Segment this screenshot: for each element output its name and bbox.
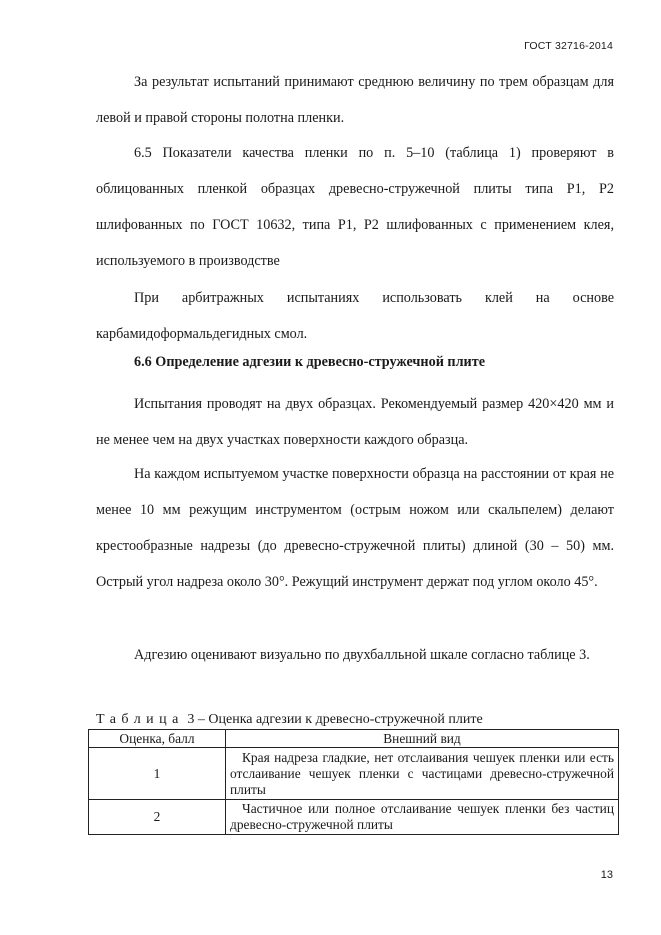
score-cell: 1	[89, 748, 226, 800]
score-cell: 2	[89, 800, 226, 835]
table-row	[89, 748, 619, 800]
description-cell: Частичное или полное отслаивание чешуек пленки без частиц древесно-стружечной плиты	[226, 800, 619, 835]
document-code: ГОСТ 32716-2014	[524, 40, 613, 52]
table-header-row	[89, 730, 619, 748]
table-row	[89, 800, 619, 835]
table-caption-title: 3 – Оценка адгезии к древесно-стружечной плите	[183, 712, 483, 727]
header-appearance: Внешний вид	[226, 730, 619, 748]
paragraph-evaluation: Адгезию оценивают визуально по двухбалльной шкале согласно таблице 3.	[134, 647, 590, 663]
paragraph-result: За результат испытаний принимают среднюю величину по трем образцам для левой и правой стороны полотна пленки.	[96, 74, 614, 126]
header-score: Оценка, балл	[89, 730, 226, 748]
page-number: 13	[600, 869, 613, 881]
paragraph-6-5: 6.5 Показатели качества пленки по п. 5–10 (таблица 1) проверяют в облицованных пленкой образцах древесно-стружечной плиты типа Р1, Р2 шлифованных по ГОСТ 10632, типа Р1, Р2 шлифованных с применением клея, используемого в производстве	[96, 145, 614, 269]
adhesion-table	[88, 729, 619, 835]
table-caption	[96, 711, 483, 729]
paragraph-test-samples: Испытания проводят на двух образцах. Рекомендуемый размер 420×420 мм и не менее чем на двух участках поверхности каждого образца.	[96, 396, 614, 448]
description-cell: Края надреза гладкие, нет отслаивания чешуек пленки или есть отслаивание чешуек пленки с частицами древесно-стружечной плиты	[226, 748, 619, 800]
section-heading-6-6: 6.6 Определение адгезии к древесно-стружечной плите	[134, 354, 486, 370]
table-caption-word: Таблица	[96, 712, 184, 727]
paragraph-arbitration: При арбитражных испытаниях использовать клей на основе карбамидоформальдегидных смол.	[96, 290, 614, 342]
paragraph-cut-procedure: На каждом испытуемом участке поверхности образца на расстоянии от края не менее 10 мм режущим инструментом (острым ножом или скальпелем) делают крестообразные надрезы (до древесно-стружечной плиты) длиной (30 – 50) мм. Острый угол надреза около 30°. Режущий инструмент держат под углом около 45°.	[96, 466, 614, 590]
